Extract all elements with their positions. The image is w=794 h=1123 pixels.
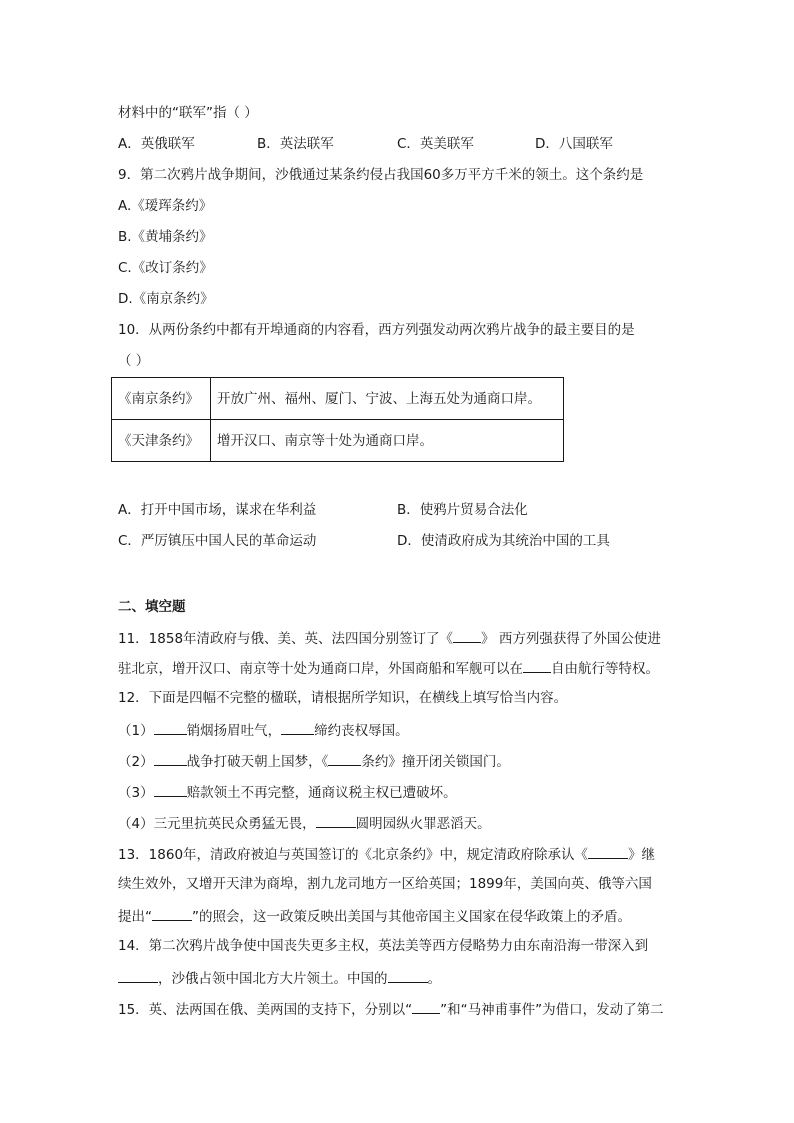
q11-text: 自由航行等特权。 (551, 661, 659, 677)
q8-option-d[interactable]: D．八国联军 (535, 136, 613, 152)
q9-option-d[interactable]: D.《南京条约》 (118, 291, 214, 307)
answer-blank[interactable] (118, 968, 158, 983)
answer-blank[interactable] (328, 751, 361, 766)
q10-option-a[interactable]: A．打开中国市场，谋求在华利益 (118, 502, 317, 518)
q8-option-b[interactable]: B．英法联军 (257, 136, 334, 152)
q14-line-2 (118, 968, 441, 988)
answer-blank[interactable] (388, 968, 428, 983)
q15-text: ”和“马神甫事件”为借口，发动了第二 (440, 1002, 664, 1018)
table-row (112, 378, 564, 420)
q12-item-2 (118, 751, 510, 771)
answer-blank[interactable] (523, 658, 551, 673)
q12-text: （2） (118, 754, 154, 770)
q12-text: （3） (118, 785, 154, 801)
q12-text: 战争打破天朝上国梦，《 (186, 754, 329, 770)
q12-item-4 (118, 813, 491, 833)
q11-line-2 (118, 658, 659, 678)
q10-option-b[interactable]: B．使鸦片贸易合法化 (397, 502, 528, 518)
q13-line-3 (118, 906, 631, 926)
q13-text: 提出“ (118, 909, 152, 925)
q9-stem: 9．第二次鸦片战争期间，沙俄通过某条约侵占我国60多万平方千米的领土。这个条约是 (118, 167, 644, 183)
answer-blank[interactable] (281, 720, 314, 735)
treaty-name-cell: 《天津条约》 (112, 420, 211, 462)
q14-text: 。 (427, 971, 441, 987)
q11-text: 》 西方列强获得了外国公使进 (481, 631, 661, 647)
answer-blank[interactable] (316, 813, 356, 828)
answer-blank[interactable] (152, 906, 192, 921)
answer-blank[interactable] (154, 782, 187, 797)
q12-text: （1） (118, 723, 154, 739)
q12-item-1 (118, 720, 409, 740)
answer-blank[interactable] (453, 628, 481, 643)
q10-stem: 10．从两份条约中都有开埠通商的内容看，西方列强发动两次鸦片战争的最主要目的是 (118, 322, 635, 338)
section-title: 二、填空题 (118, 599, 186, 615)
q11-text: 驻北京，增开汉口、南京等十处为通商口岸，外国商船和军舰可以在 (118, 661, 523, 677)
q9-option-c[interactable]: C.《改订条约》 (118, 260, 213, 276)
q12-text: 缔约丧权辱国。 (314, 723, 409, 739)
q11-text: 11．1858年清政府与俄、美、英、法四国分别签订了《 (118, 631, 454, 647)
q15-text: 15．英、法两国在俄、美两国的支持下，分别以“ (118, 1002, 413, 1018)
treaty-content-cell: 增开汉口、南京等十处为通商口岸。 (211, 420, 564, 462)
q10-answer-paren: （ ） (118, 353, 150, 369)
q12-text: （4）三元里抗英民众勇猛无畏， (118, 816, 316, 832)
q13-line-2: 续生效外，又增开天津为商埠，割九龙司地方一区给英国；1899年，美国向英、俄等六国 (118, 876, 652, 892)
q9-option-a[interactable]: A.《瑷珲条约》 (118, 198, 213, 214)
answer-blank[interactable] (154, 720, 187, 735)
q15-line-1 (118, 999, 664, 1019)
treaty-name-cell: 《南京条约》 (112, 378, 211, 420)
answer-blank[interactable] (412, 999, 440, 1014)
q8-option-a[interactable]: A．英俄联军 (118, 136, 195, 152)
table-row (112, 420, 564, 462)
q13-text: ”的照会，这一政策反映出美国与其他帝国主义国家在侵华政策上的矛盾。 (192, 909, 631, 925)
treaty-content-cell: 开放广州、福州、厦门、宁波、上海五处为通商口岸。 (211, 378, 564, 420)
q12-text: 销烟扬眉吐气， (186, 723, 282, 739)
q10-option-d[interactable]: D．使清政府成为其统治中国的工具 (397, 533, 610, 549)
q14-text: ，沙俄占领中国北方大片领土。中国的 (158, 971, 388, 987)
q12-item-3 (118, 782, 457, 802)
q11-line-1 (118, 628, 661, 648)
q12-text: 圆明园纵火罪恶滔天。 (355, 816, 491, 832)
q8-stem: 材料中的“联军”指（ ） (118, 105, 258, 121)
q13-text: 13．1860年，清政府被迫与英国签订的《北京条约》中，规定清政府除承认《 (118, 847, 589, 863)
q13-text: 》继 (628, 847, 656, 863)
q10-option-c[interactable]: C．严厉镇压中国人民的革命运动 (118, 533, 317, 549)
answer-blank[interactable] (154, 751, 187, 766)
q12-stem: 12．下面是四幅不完整的楹联，请根据所学知识，在横线上填写恰当内容。 (118, 690, 568, 706)
treaty-table (111, 377, 564, 462)
answer-blank[interactable] (588, 844, 628, 859)
q9-option-b[interactable]: B.《黄埔条约》 (118, 229, 213, 245)
q12-text: 赔款领土不再完整，通商议税主权已遭破坏。 (186, 785, 457, 801)
q12-text: 条约》撞开闭关锁国门。 (361, 754, 510, 770)
q8-option-c[interactable]: C．英美联军 (397, 136, 474, 152)
q14-line-1: 14．第二次鸦片战争使中国丧失更多主权，英法美等西方侵略势力由东南沿海一带深入到 (118, 938, 649, 954)
q13-line-1 (118, 844, 655, 864)
